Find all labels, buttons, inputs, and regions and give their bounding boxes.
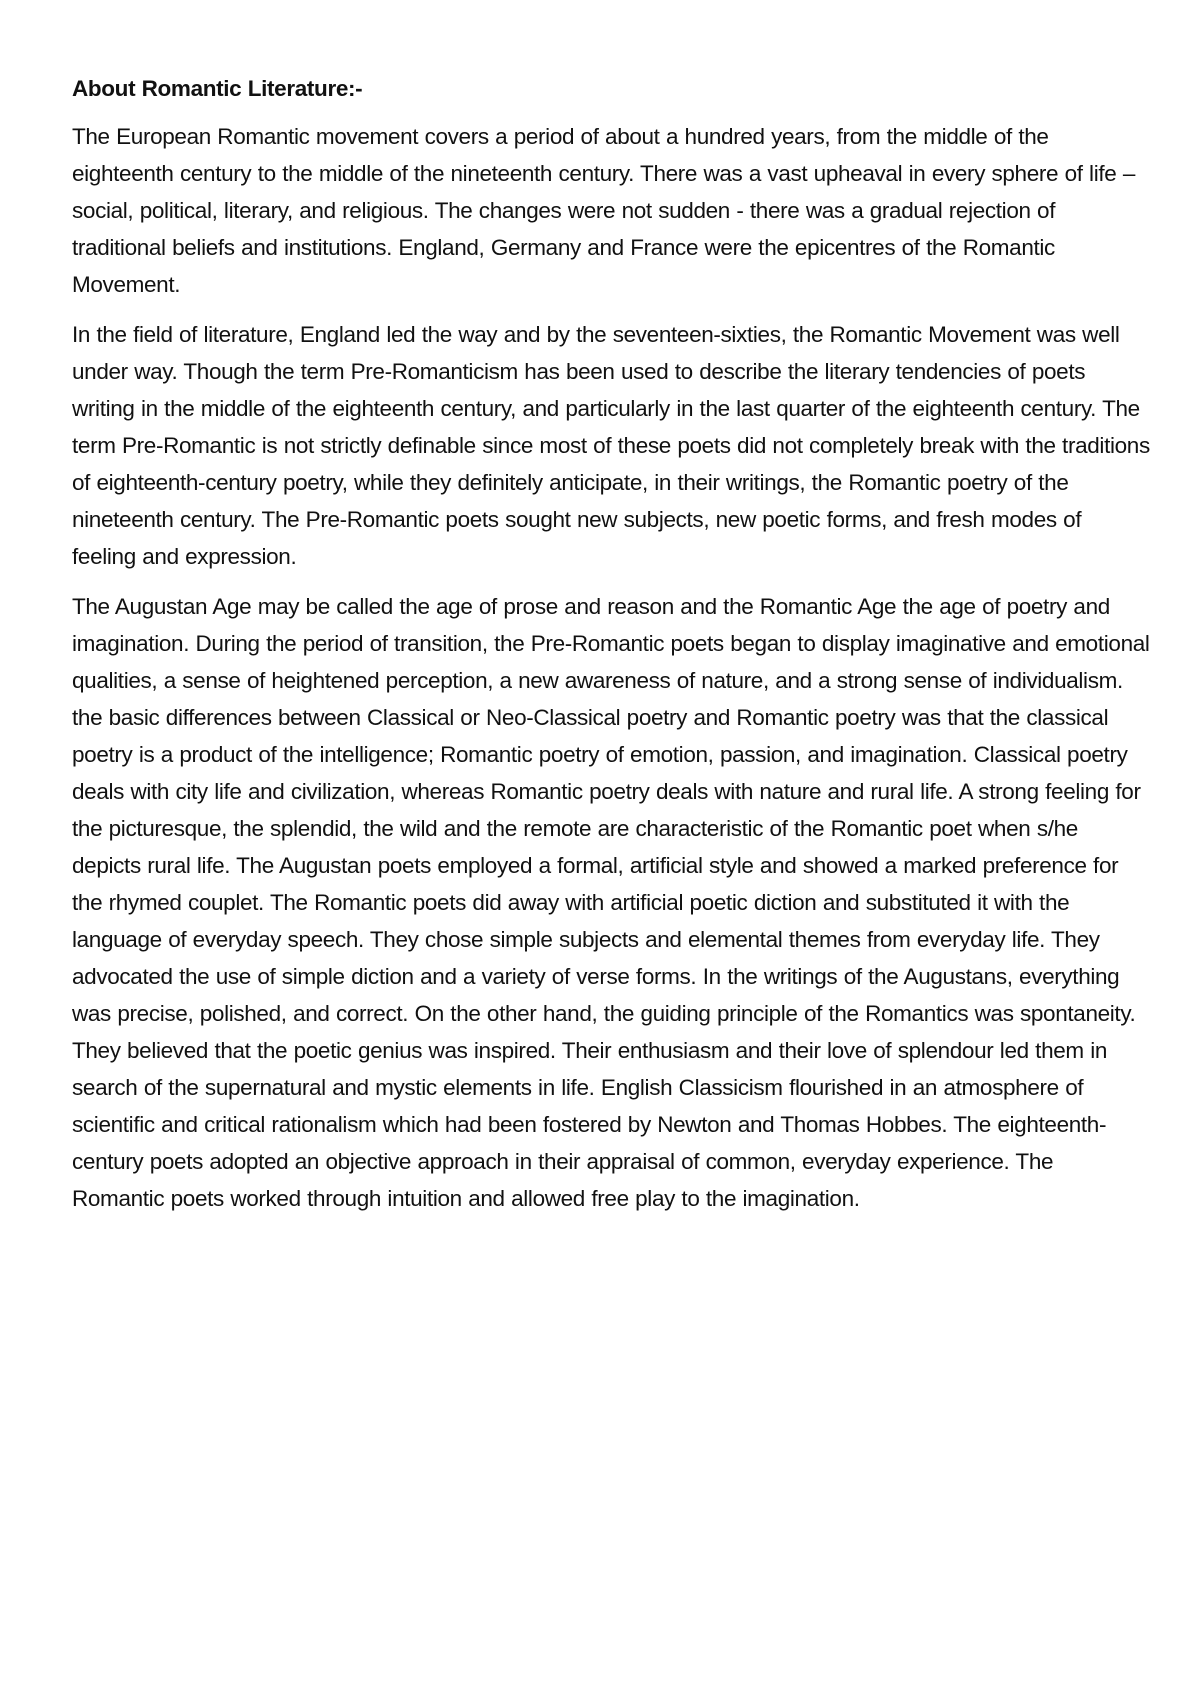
paragraph-european-romantic-movement: The European Romantic movement covers a period of about a hundred years, from the middle of the eighteenth century to the middle of the nineteenth century. There was a vast upheaval in every sphere of life – social, political, literary, and religious. The changes were not sudden - there was a gradual rejection of traditional beliefs and institutions. England, Germany and France were the epicentres of the Romantic Movement. xyxy=(72,124,1135,297)
document-body xyxy=(72,70,1150,1230)
paragraph-field-of-literature: In the field of literature, England led the way and by the seventeen-sixties, the Romantic Movement was well under way. Though the term Pre-Romanticism has been used to describe the literary tendencies of poets writing in the middle of the eighteenth century, and particularly in the last quarter of the eighteenth century. The term Pre-Romantic is not strictly definable since most of these poets did not completely break with the traditions of eighteenth-century poetry, while they definitely anticipate, in their writings, the Romantic poetry of the nineteenth century. The Pre-Romantic poets sought new subjects, new poetic forms, and fresh modes of feeling and expression. xyxy=(72,322,1150,569)
paragraph-augustan-age: The Augustan Age may be called the age of prose and reason and the Romantic Age the age of poetry and imagination. During the period of transition, the Pre-Romantic poets began to display imaginative and emotional qualities, a sense of heightened perception, a new awareness of nature, and a strong sense of individualism. the basic differences between Classical or Neo-Classical poetry and Romantic poetry was that the classical poetry is a product of the intelligence; Romantic poetry of emotion, passion, and imagination. Classical poetry deals with city life and civilization, whereas Romantic poetry deals with nature and rural life. A strong feeling for the picturesque, the splendid, the wild and the remote are characteristic of the Romantic poet when s/he depicts rural life. The Augustan poets employed a formal, artificial style and showed a marked preference for the rhymed couplet. The Romantic poets did away with artificial poetic diction and substituted it with the language of everyday speech. They chose simple subjects and elemental themes from everyday life. They advocated the use of simple diction and a variety of verse forms. In the writings of the Augustans, everything was precise, polished, and correct. On the other hand, the guiding principle of the Romantics was spontaneity. They believed that the poetic genius was inspired. Their enthusiasm and their love of splendour led them in search of the supernatural and mystic elements in life. English Classicism flourished in an atmosphere of scientific and critical rationalism which had been fostered by Newton and Thomas Hobbes. The eighteenth-century poets adopted an objective approach in their appraisal of common, everyday experience. The Romantic poets worked through intuition and allowed free play to the imagination. xyxy=(72,594,1150,1211)
document-heading: About Romantic Literature:- xyxy=(72,76,363,101)
